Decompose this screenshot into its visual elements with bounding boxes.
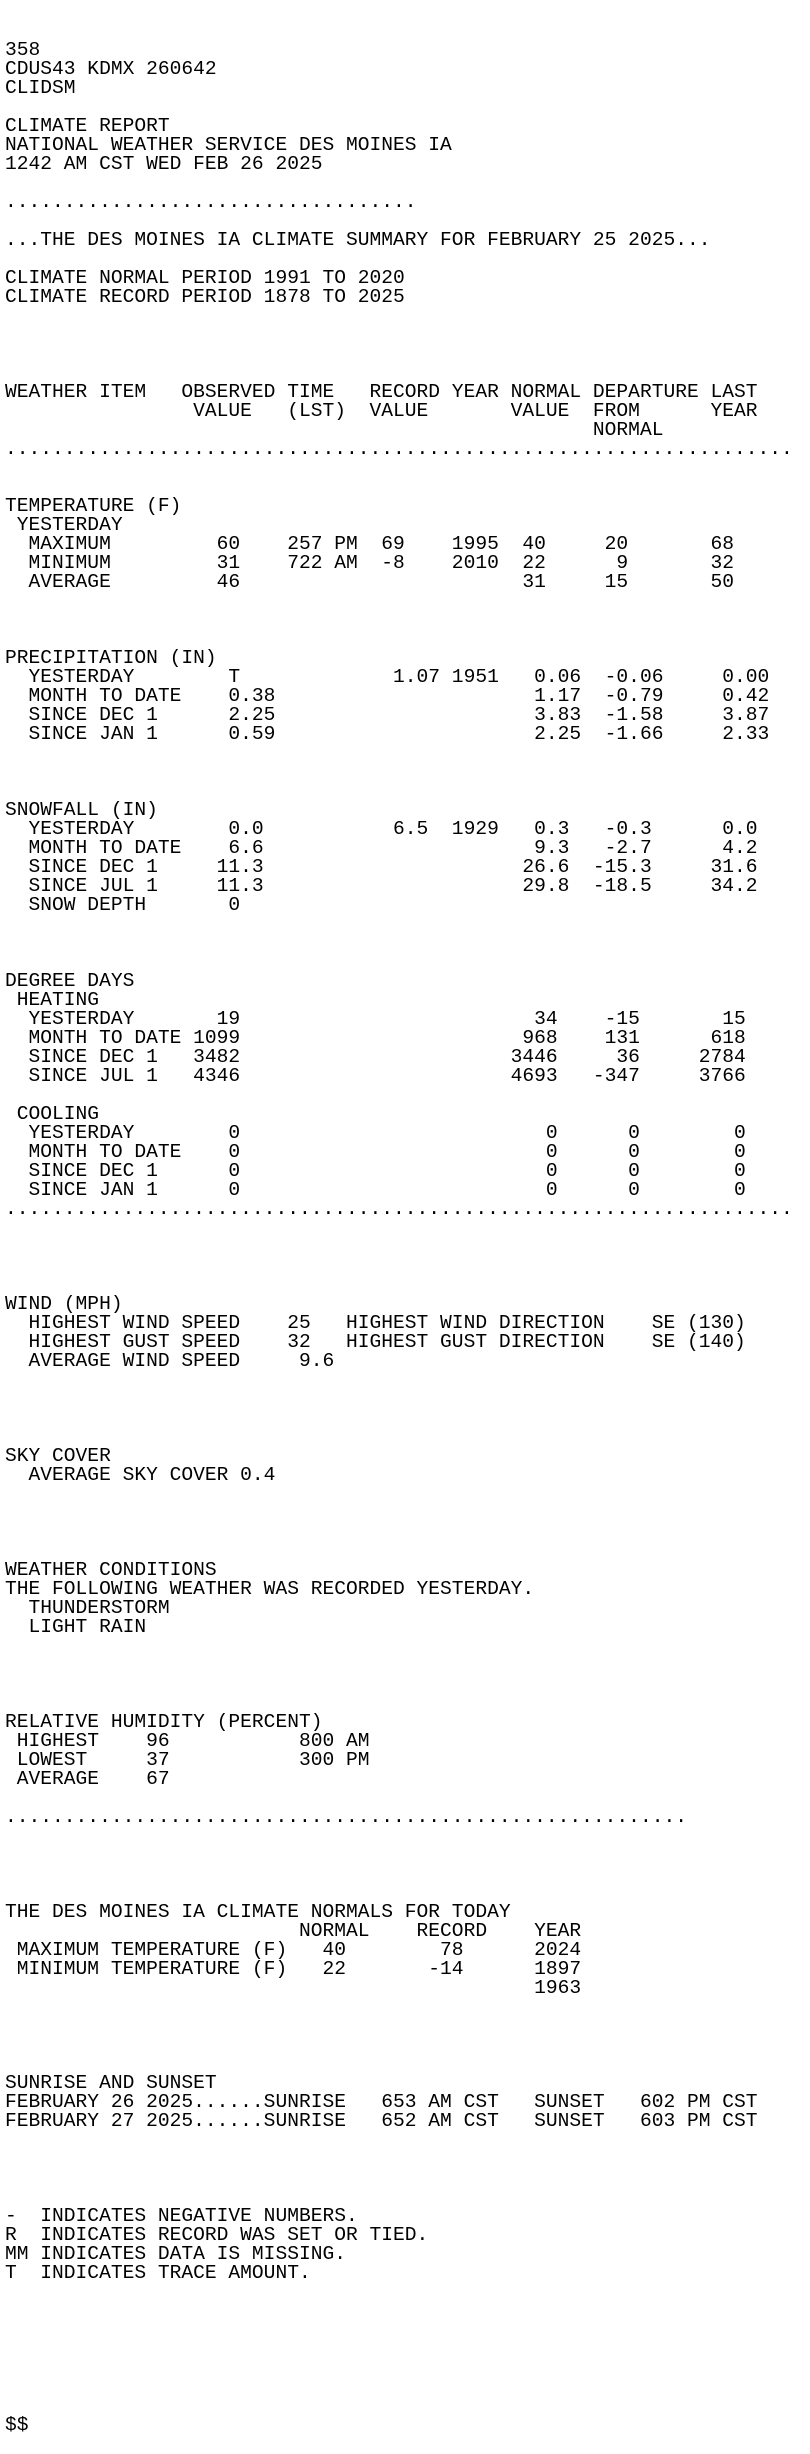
report-line: R INDICATES RECORD WAS SET OR TIED. bbox=[5, 2224, 429, 2246]
report-line: - INDICATES NEGATIVE NUMBERS. bbox=[5, 2205, 358, 2227]
report-line bbox=[5, 2283, 810, 2302]
report-line: T INDICATES TRACE AMOUNT. bbox=[5, 2262, 311, 2284]
report-line: MM INDICATES DATA IS MISSING. bbox=[5, 2243, 346, 2265]
report-line: SNOW DEPTH 0 bbox=[5, 894, 241, 916]
report-line: VALUE (LST) VALUE VALUE FROM YEAR bbox=[5, 400, 758, 422]
report-line bbox=[5, 1276, 810, 1295]
report-line: WEATHER CONDITIONS bbox=[5, 1559, 217, 1581]
report-line bbox=[5, 1371, 810, 1390]
report-line: ................................... bbox=[5, 191, 417, 213]
report-line: CDUS43 KDMX 260642 bbox=[5, 58, 217, 80]
report-line: LOWEST 37 300 PM bbox=[5, 1749, 370, 1771]
report-line: MINIMUM TEMPERATURE (F) 22 -14 1897 bbox=[5, 1958, 582, 1980]
report-line: YESTERDAY T 1.07 1951 0.06 -0.06 0.00 bbox=[5, 666, 770, 688]
product-header bbox=[5, 41, 810, 345]
sunrise-sunset-section bbox=[5, 2074, 810, 2169]
report-line bbox=[5, 2150, 810, 2169]
report-line: SKY COVER bbox=[5, 1445, 111, 1467]
report-line: AVERAGE 46 31 15 50 bbox=[5, 571, 735, 593]
report-line: CLIMATE NORMAL PERIOD 1991 TO 2020 bbox=[5, 267, 405, 289]
report-line: .......................................................... bbox=[5, 1806, 687, 1828]
report-line: CLIDSM bbox=[5, 77, 76, 99]
report-line bbox=[5, 1827, 810, 1846]
report-line: FEBRUARY 27 2025......SUNRISE 652 AM CST SUNSET 603 PM CST bbox=[5, 2110, 758, 2132]
report-line bbox=[5, 1086, 810, 1105]
report-line: MAXIMUM TEMPERATURE (F) 40 78 2024 bbox=[5, 1939, 582, 1961]
report-line: ...THE DES MOINES IA CLIMATE SUMMARY FOR FEBRUARY 25 2025... bbox=[5, 229, 711, 251]
report-line: 1963 bbox=[5, 1977, 582, 1999]
report-line bbox=[5, 2131, 810, 2150]
report-line bbox=[5, 1846, 810, 1865]
report-line bbox=[5, 2359, 810, 2378]
report-line bbox=[5, 1390, 810, 1409]
report-line: SINCE DEC 1 3482 3446 36 2784 bbox=[5, 1046, 746, 1068]
report-line: THE FOLLOWING WEATHER WAS RECORDED YESTERDAY. bbox=[5, 1578, 535, 1600]
report-line: WIND (MPH) bbox=[5, 1293, 123, 1315]
report-line: AVERAGE SKY COVER 0.4 bbox=[5, 1464, 276, 1486]
temperature-section bbox=[5, 497, 810, 611]
report-line bbox=[5, 592, 810, 611]
report-line: MAXIMUM 60 257 PM 69 1995 40 20 68 bbox=[5, 533, 735, 555]
report-line: HIGHEST GUST SPEED 32 HIGHEST GUST DIRECTION SE (140) bbox=[5, 1331, 746, 1353]
report-line: MONTH TO DATE 0.38 1.17 -0.79 0.42 bbox=[5, 685, 770, 707]
weather-conditions-section bbox=[5, 1561, 810, 1675]
report-line: AVERAGE WIND SPEED 9.6 bbox=[5, 1350, 335, 1372]
report-line: TEMPERATURE (F) bbox=[5, 495, 182, 517]
report-line bbox=[5, 2017, 810, 2036]
report-line: ................................................................... bbox=[5, 438, 793, 460]
report-line: HIGHEST WIND SPEED 25 HIGHEST WIND DIRECTION SE (130) bbox=[5, 1312, 746, 1334]
report-line: MONTH TO DATE 1099 968 131 618 bbox=[5, 1027, 746, 1049]
report-line: YESTERDAY 19 34 -15 15 bbox=[5, 1008, 746, 1030]
report-line bbox=[5, 1257, 810, 1276]
report-line bbox=[5, 307, 810, 326]
report-line: SINCE DEC 1 2.25 3.83 -1.58 3.87 bbox=[5, 704, 770, 726]
report-line: AVERAGE 67 bbox=[5, 1768, 170, 1790]
report-line: SUNRISE AND SUNSET bbox=[5, 2072, 217, 2094]
report-line: DEGREE DAYS bbox=[5, 970, 135, 992]
report-line: 358 bbox=[5, 39, 41, 61]
report-line: YESTERDAY 0.0 6.5 1929 0.3 -0.3 0.0 bbox=[5, 818, 758, 840]
report-line: CLIMATE RECORD PERIOD 1878 TO 2025 bbox=[5, 286, 405, 308]
report-line: MONTH TO DATE 0 0 0 0 bbox=[5, 1141, 746, 1163]
report-line: YESTERDAY 0 0 0 0 bbox=[5, 1122, 746, 1144]
report-line: SINCE JAN 1 0 0 0 0 bbox=[5, 1179, 746, 1201]
report-line: RELATIVE HUMIDITY (PERCENT) bbox=[5, 1711, 323, 1733]
report-line: $$ bbox=[5, 2414, 29, 2436]
report-line: NORMAL RECORD YEAR bbox=[5, 1920, 582, 1942]
report-line: MINIMUM 31 722 AM -8 2010 22 9 32 bbox=[5, 552, 735, 574]
report-line: THUNDERSTORM bbox=[5, 1597, 170, 1619]
report-line: HEATING bbox=[5, 989, 100, 1011]
report-line: WEATHER ITEM OBSERVED TIME RECORD YEAR NORMAL DEPARTURE LAST bbox=[5, 381, 758, 403]
snowfall-section bbox=[5, 801, 810, 934]
report-line bbox=[5, 2302, 810, 2321]
report-line bbox=[5, 326, 810, 345]
relative-humidity-section bbox=[5, 1713, 810, 1865]
degree-days-section bbox=[5, 972, 810, 1219]
report-line: SINCE DEC 1 11.3 26.6 -15.3 31.6 bbox=[5, 856, 758, 878]
product-footer bbox=[5, 2416, 810, 2435]
report-line: LIGHT RAIN bbox=[5, 1616, 147, 1638]
report-line bbox=[5, 915, 810, 934]
report-line bbox=[5, 2340, 810, 2359]
climate-normals-section bbox=[5, 1903, 810, 2036]
report-line bbox=[5, 1637, 810, 1656]
report-line bbox=[5, 1504, 810, 1523]
report-line: NORMAL bbox=[5, 419, 664, 441]
report-line: SINCE JAN 1 0.59 2.25 -1.66 2.33 bbox=[5, 723, 770, 745]
report-line: THE DES MOINES IA CLIMATE NORMALS FOR TODAY bbox=[5, 1901, 511, 1923]
report-line: 1242 AM CST WED FEB 26 2025 bbox=[5, 153, 323, 175]
sky-cover-section bbox=[5, 1447, 810, 1523]
report-line: NATIONAL WEATHER SERVICE DES MOINES IA bbox=[5, 134, 452, 156]
report-line: SINCE JUL 1 4346 4693 -347 3766 bbox=[5, 1065, 746, 1087]
report-line bbox=[5, 2321, 810, 2340]
precipitation-section bbox=[5, 649, 810, 763]
report-line: SNOWFALL (IN) bbox=[5, 799, 158, 821]
report-line bbox=[5, 1485, 810, 1504]
report-line: HIGHEST 96 800 AM bbox=[5, 1730, 370, 1752]
report-line: CLIMATE REPORT bbox=[5, 115, 170, 137]
report-line: ................................................................... bbox=[5, 1198, 793, 1220]
report-line bbox=[5, 1656, 810, 1675]
report-line: YESTERDAY bbox=[5, 514, 123, 536]
legend-section bbox=[5, 2207, 810, 2378]
report-line: SINCE DEC 1 0 0 0 0 bbox=[5, 1160, 746, 1182]
report-line bbox=[5, 744, 810, 763]
table-header bbox=[5, 383, 810, 459]
report-line: COOLING bbox=[5, 1103, 100, 1125]
report-line: MONTH TO DATE 6.6 9.3 -2.7 4.2 bbox=[5, 837, 758, 859]
report-line: SINCE JUL 1 11.3 29.8 -18.5 34.2 bbox=[5, 875, 758, 897]
wind-section bbox=[5, 1257, 810, 1409]
report-line: FEBRUARY 26 2025......SUNRISE 653 AM CST SUNSET 602 PM CST bbox=[5, 2091, 758, 2113]
report-line bbox=[5, 1998, 810, 2017]
report-line: PRECIPITATION (IN) bbox=[5, 647, 217, 669]
